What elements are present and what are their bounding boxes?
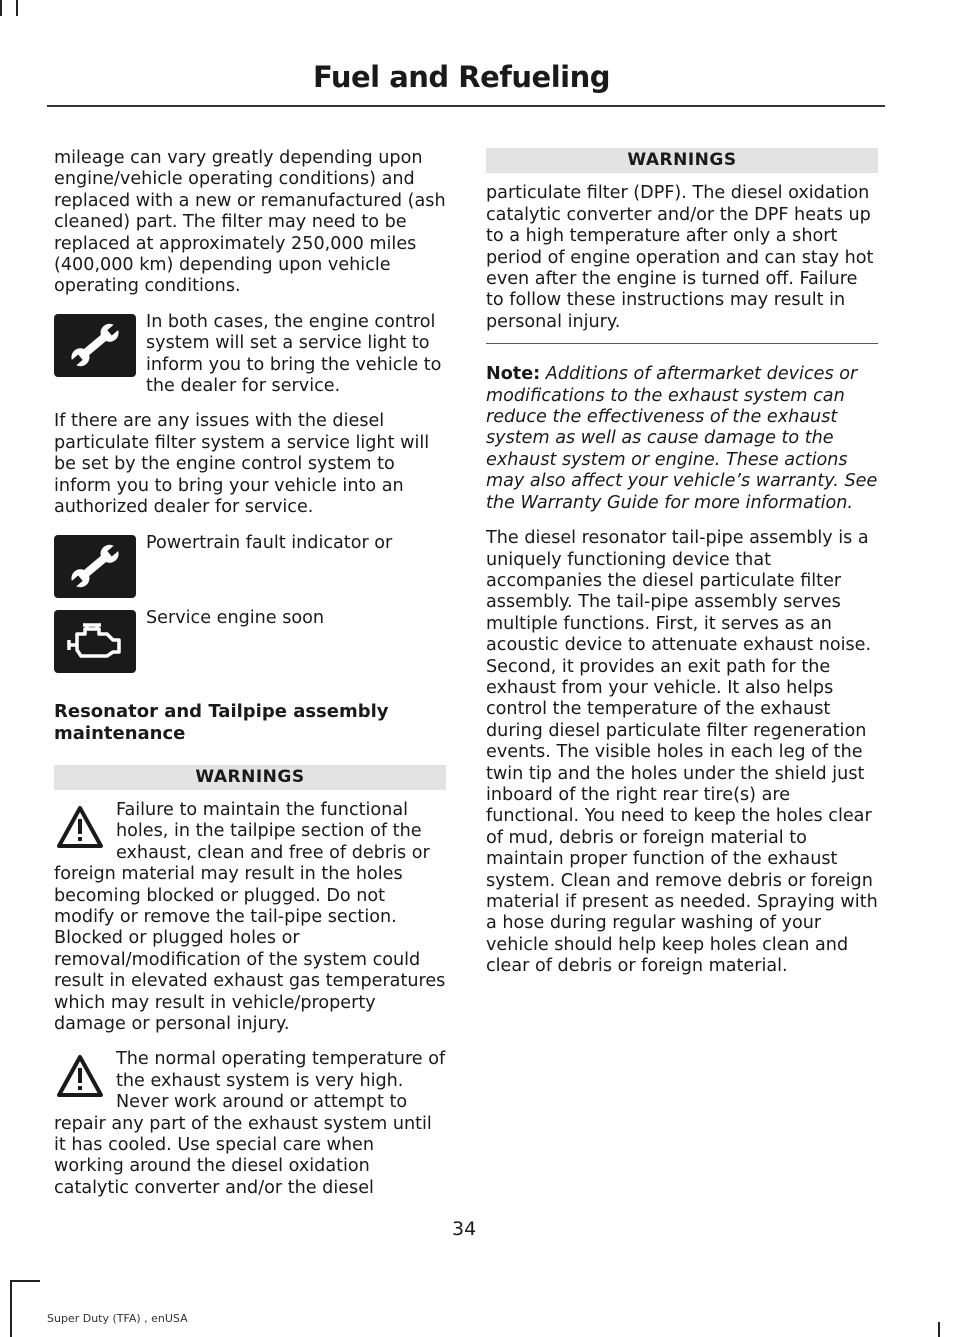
warning-end-rule [486, 343, 878, 344]
crop-mark [16, 0, 18, 16]
service-engine-row [54, 608, 446, 677]
warning-icon [56, 1053, 104, 1099]
left-column [54, 148, 446, 1213]
paragraph: The diesel resonator tail-pipe assembly is a uniquely functioning device that accompanies the diesel particulate filter assembly. The tail-pipe assembly serves multiple functions. First, it serves as an acoustic device to attenuate exhaust noise. Second, it provides an exit path for the exhaust from your vehicle. It also helps control the temperature of the exhaust during diesel particulate filter regeneration events. The visible holes in each leg of the twin tip and the holes under the shield just inboard of the right rear tire(s) are functional. You need to keep the holes clear of mud, debris or foreign material to maintain proper function of the exhaust system. Clean and remove debris or foreign material if present as needed. Spraying with a hose during regular washing of your vehicle should help keep holes clean and clear of debris or foreign material. [486, 528, 878, 977]
footer-doc-id: Super Duty (TFA) , enUSA [47, 1312, 188, 1325]
wrench-service-note [54, 312, 446, 398]
header-rule [47, 105, 885, 107]
warning-item [54, 1049, 446, 1199]
right-column [486, 148, 878, 992]
paragraph: If there are any issues with the diesel particulate filter system a service light will be set by the engine control system to inform you to bring your vehicle into an authorized dealer for service. [54, 411, 430, 518]
warning-text: Failure to maintain the functional holes, in the tailpipe section of the exhaust, clean and free of debris or foreign material may result in the holes becoming blocked or plugged. Do not modify or remove the tail-pipe section. Blocked or plugged holes or removal/modification of the system could result in elevated exhaust gas temperatures which may result in vehicle/property damage or personal injury. [54, 799, 446, 1034]
page-number: 34 [452, 1218, 477, 1240]
crop-mark [10, 1280, 12, 1337]
crop-mark [938, 1322, 940, 1337]
wrench-icon [54, 314, 136, 377]
warning-text: The normal operating temperature of the exhaust system is very high. Never work around or attempt to repair any part of the exhaust system until it has cooled. Use special care when working around the diesel oxidation catalytic converter and/or the diesel [54, 1049, 446, 1198]
note-text: Additions of aftermarket devices or modifications to the exhaust system can reduce the effectiveness of the exhaust system as well as cause damage to the exhaust system or engine. These actions may also affect your vehicle’s warranty. See the Warranty Guide for more information. [486, 364, 878, 513]
page-title: Fuel and Refueling [312, 60, 610, 94]
indicator-label: Powertrain fault indicator or [146, 532, 393, 553]
warning-icon [56, 804, 104, 850]
powertrain-indicator-row [54, 533, 446, 602]
warnings-header: WARNINGS [54, 765, 446, 790]
crop-mark [0, 0, 2, 16]
engine-icon [54, 610, 136, 673]
warning-text: particulate filter (DPF). The diesel oxidation catalytic converter and/or the DPF heats up to a high temperature after only a short period of engine operation and can stay hot even after the engine is turned off. Failure to follow these instructions may result in personal injury. [486, 183, 874, 332]
note-label: Note: [486, 364, 541, 385]
indicator-label: Service engine soon [146, 607, 325, 628]
section-heading: Resonator and Tailpipe assembly maintenance [54, 700, 389, 744]
paragraph: mileage can vary greatly depending upon engine/vehicle operating conditions) and replaced with a new or remanufactured (ash cleaned) part. The filter may need to be replaced at approximately 250,000 miles (400,000 km) depending upon vehicle operating conditions. [54, 148, 446, 297]
paragraph: In both cases, the engine control system will set a service light to inform you to bring the vehicle to the dealer for service. [146, 311, 442, 397]
warnings-header: WARNINGS [486, 148, 878, 173]
wrench-icon [54, 535, 136, 598]
warning-item [54, 800, 446, 1035]
crop-mark [10, 1280, 40, 1282]
note [486, 364, 878, 514]
